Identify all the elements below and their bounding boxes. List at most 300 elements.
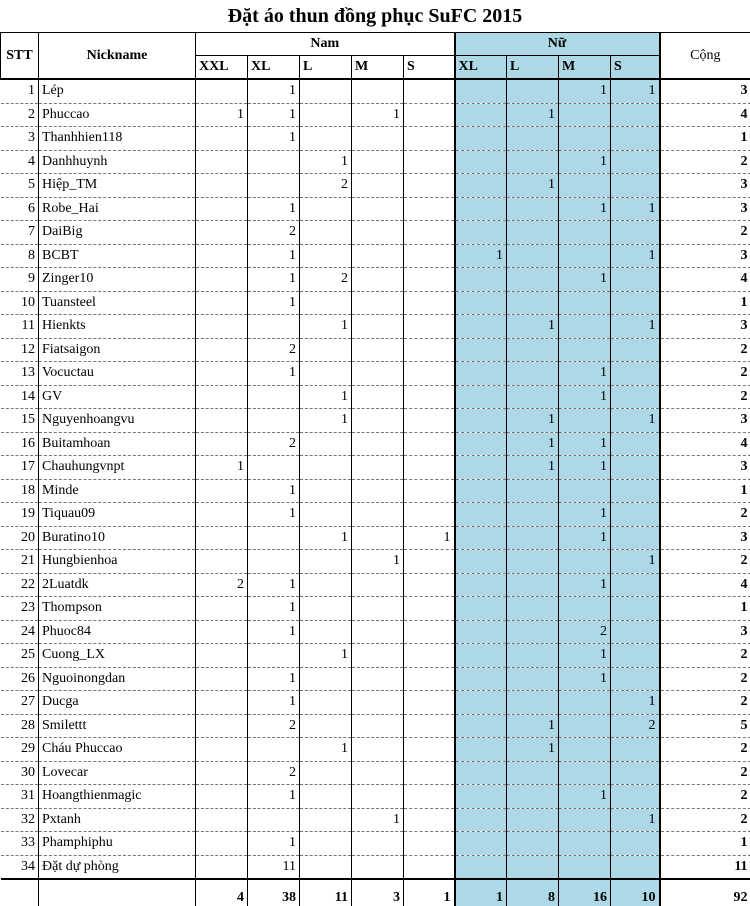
row-nu-cell: 2 [559, 620, 611, 644]
row-total: 2 [660, 550, 750, 574]
row-nu-cell: 1 [507, 432, 559, 456]
table-row [1, 761, 750, 785]
row-stt: 11 [1, 315, 39, 339]
row-nu-cell [455, 197, 507, 221]
row-nu-cell [559, 832, 611, 856]
row-nam-cell [300, 456, 352, 480]
row-nam-cell [196, 667, 248, 691]
row-nam-cell [404, 127, 455, 151]
row-nickname: Phuoc84 [39, 620, 196, 644]
row-total: 3 [660, 79, 750, 103]
row-nickname: Nguoinongdan [39, 667, 196, 691]
header-nu-size: M [559, 56, 611, 80]
row-nam-cell [352, 573, 404, 597]
row-nam-cell [196, 127, 248, 151]
row-stt: 27 [1, 691, 39, 715]
row-nickname: Đặt dự phòng [39, 855, 196, 879]
table-row [1, 362, 750, 386]
row-nam-cell [404, 221, 455, 245]
row-nam-cell [248, 738, 300, 762]
row-nickname: Phamphiphu [39, 832, 196, 856]
row-total: 1 [660, 597, 750, 621]
row-nam-cell [352, 244, 404, 268]
row-nam-cell [404, 362, 455, 386]
row-nu-cell [559, 127, 611, 151]
row-nu-cell [455, 644, 507, 668]
row-nam-cell: 2 [248, 221, 300, 245]
row-nu-cell [507, 808, 559, 832]
row-nu-cell [507, 667, 559, 691]
row-stt: 34 [1, 855, 39, 879]
row-nu-cell [455, 855, 507, 879]
row-total: 2 [660, 785, 750, 809]
row-nam-cell: 1 [248, 244, 300, 268]
row-nu-cell [455, 667, 507, 691]
row-nu-cell [455, 620, 507, 644]
row-nam-cell [196, 479, 248, 503]
row-nu-cell [507, 291, 559, 315]
row-nu-cell: 1 [611, 550, 660, 574]
row-nu-cell: 1 [507, 738, 559, 762]
row-nu-cell: 1 [507, 103, 559, 127]
row-total: 2 [660, 691, 750, 715]
row-nam-cell [196, 691, 248, 715]
row-nam-cell [404, 761, 455, 785]
row-nam-cell [248, 409, 300, 433]
row-total: 3 [660, 620, 750, 644]
header-nam-size: S [404, 56, 455, 80]
row-nickname: Buratino10 [39, 526, 196, 550]
row-nu-cell [611, 268, 660, 292]
row-nu-cell [611, 667, 660, 691]
row-nam-cell [300, 503, 352, 527]
row-nickname: Tuansteel [39, 291, 196, 315]
row-nu-cell [507, 79, 559, 103]
row-nu-cell: 1 [611, 315, 660, 339]
row-nu-cell [559, 338, 611, 362]
row-nu-cell [455, 268, 507, 292]
row-total: 4 [660, 103, 750, 127]
row-nu-cell [611, 644, 660, 668]
row-nam-cell: 2 [196, 573, 248, 597]
row-nam-cell [300, 808, 352, 832]
row-nickname: Zinger10 [39, 268, 196, 292]
row-nam-cell [196, 832, 248, 856]
row-nu-cell: 1 [611, 197, 660, 221]
row-nickname: DaiBig [39, 221, 196, 245]
row-nam-cell [404, 174, 455, 198]
row-total: 1 [660, 291, 750, 315]
row-nam-cell [196, 503, 248, 527]
row-nam-cell: 1 [248, 103, 300, 127]
row-stt: 9 [1, 268, 39, 292]
row-nickname: 2Luatdk [39, 573, 196, 597]
row-nickname: Robe_Hai [39, 197, 196, 221]
row-nu-cell: 1 [559, 362, 611, 386]
total-nam-cell: 11 [300, 879, 352, 906]
row-nu-cell: 1 [611, 244, 660, 268]
row-nam-cell: 1 [248, 667, 300, 691]
header-nu: Nữ [455, 33, 660, 56]
row-nickname: Pxtanh [39, 808, 196, 832]
row-nam-cell [196, 362, 248, 386]
row-nam-cell [404, 315, 455, 339]
row-nam-cell [300, 479, 352, 503]
row-nam-cell: 1 [248, 620, 300, 644]
row-nu-cell [611, 855, 660, 879]
row-nam-cell [196, 644, 248, 668]
row-nam-cell [352, 456, 404, 480]
row-nam-cell [352, 432, 404, 456]
header-nu-size: L [507, 56, 559, 80]
row-nu-cell: 1 [559, 526, 611, 550]
row-nam-cell: 2 [248, 338, 300, 362]
row-nam-cell [352, 79, 404, 103]
row-nu-cell [559, 103, 611, 127]
row-nam-cell [248, 456, 300, 480]
row-nam-cell [404, 79, 455, 103]
row-stt: 3 [1, 127, 39, 151]
row-nu-cell: 1 [507, 409, 559, 433]
row-nu-cell [559, 714, 611, 738]
row-nu-cell [507, 385, 559, 409]
total-nam-cell: 38 [248, 879, 300, 906]
row-nickname: Hiệp_TM [39, 174, 196, 198]
row-nu-cell [559, 855, 611, 879]
header-nam-size: XXL [196, 56, 248, 80]
order-table [0, 32, 750, 906]
row-nam-cell [300, 832, 352, 856]
row-nam-cell [404, 832, 455, 856]
row-nickname: Lép [39, 79, 196, 103]
row-nam-cell [352, 409, 404, 433]
row-nam-cell [404, 197, 455, 221]
row-nam-cell: 1 [352, 103, 404, 127]
row-stt: 18 [1, 479, 39, 503]
row-nam-cell: 1 [196, 103, 248, 127]
row-nam-cell [300, 785, 352, 809]
row-total: 2 [660, 808, 750, 832]
row-nam-cell [404, 573, 455, 597]
row-nu-cell [455, 573, 507, 597]
row-nu-cell [455, 385, 507, 409]
row-nu-cell [455, 714, 507, 738]
row-nam-cell [196, 338, 248, 362]
total-nu-cell: 10 [611, 879, 660, 906]
row-stt: 5 [1, 174, 39, 198]
row-total: 2 [660, 362, 750, 386]
row-nickname: Hungbienhoa [39, 550, 196, 574]
row-nam-cell: 1 [404, 526, 455, 550]
table-row [1, 808, 750, 832]
row-nam-cell [248, 808, 300, 832]
row-nam-cell [196, 79, 248, 103]
table-row [1, 526, 750, 550]
row-nam-cell [352, 691, 404, 715]
row-nam-cell: 2 [300, 268, 352, 292]
row-nam-cell [352, 832, 404, 856]
row-nam-cell: 1 [300, 526, 352, 550]
row-nu-cell [559, 738, 611, 762]
row-total: 3 [660, 197, 750, 221]
table-row [1, 103, 750, 127]
row-nam-cell [196, 785, 248, 809]
row-nam-cell [300, 714, 352, 738]
row-nam-cell [352, 268, 404, 292]
total-nu-cell: 8 [507, 879, 559, 906]
row-stt: 7 [1, 221, 39, 245]
row-nu-cell [507, 127, 559, 151]
row-stt: 23 [1, 597, 39, 621]
row-nam-cell: 2 [248, 432, 300, 456]
row-total: 2 [660, 503, 750, 527]
row-nam-cell: 1 [196, 456, 248, 480]
row-nam-cell [196, 409, 248, 433]
table-row [1, 667, 750, 691]
row-nam-cell [352, 855, 404, 879]
row-nu-cell [455, 738, 507, 762]
row-nickname: Buitamhoan [39, 432, 196, 456]
row-total: 3 [660, 244, 750, 268]
row-nu-cell [507, 526, 559, 550]
table-row [1, 409, 750, 433]
row-nickname: Minde [39, 479, 196, 503]
row-nam-cell: 1 [248, 268, 300, 292]
row-nam-cell [196, 244, 248, 268]
row-nam-cell [300, 432, 352, 456]
table-row [1, 385, 750, 409]
row-nu-cell [455, 221, 507, 245]
row-nu-cell: 1 [559, 667, 611, 691]
row-nu-cell [455, 503, 507, 527]
row-nu-cell: 1 [507, 174, 559, 198]
row-nu-cell: 1 [507, 315, 559, 339]
row-stt: 8 [1, 244, 39, 268]
row-nu-cell [611, 738, 660, 762]
row-total: 5 [660, 714, 750, 738]
row-nam-cell [196, 738, 248, 762]
row-stt: 29 [1, 738, 39, 762]
row-nam-cell [248, 150, 300, 174]
row-stt: 6 [1, 197, 39, 221]
table-row [1, 479, 750, 503]
table-row [1, 550, 750, 574]
row-nam-cell [404, 855, 455, 879]
row-stt: 22 [1, 573, 39, 597]
row-nu-cell [455, 691, 507, 715]
row-nam-cell [404, 456, 455, 480]
row-stt: 28 [1, 714, 39, 738]
row-nu-cell [559, 244, 611, 268]
row-nam-cell [352, 738, 404, 762]
footer-blank [39, 879, 196, 906]
header-nam-size: M [352, 56, 404, 80]
row-nam-cell: 1 [300, 150, 352, 174]
row-nu-cell [611, 221, 660, 245]
row-nam-cell [300, 291, 352, 315]
row-nu-cell: 2 [611, 714, 660, 738]
row-nu-cell [611, 761, 660, 785]
row-nam-cell: 1 [248, 785, 300, 809]
row-nu-cell [455, 832, 507, 856]
row-nam-cell [196, 197, 248, 221]
row-nu-cell [455, 550, 507, 574]
row-nam-cell [404, 268, 455, 292]
row-nam-cell [352, 667, 404, 691]
row-stt: 31 [1, 785, 39, 809]
row-nam-cell: 1 [300, 315, 352, 339]
row-nam-cell: 11 [248, 855, 300, 879]
row-nam-cell [248, 174, 300, 198]
row-nam-cell: 1 [352, 808, 404, 832]
row-nu-cell [611, 832, 660, 856]
row-nam-cell [404, 338, 455, 362]
row-total: 2 [660, 667, 750, 691]
row-nam-cell [300, 338, 352, 362]
table-row [1, 338, 750, 362]
row-nu-cell [559, 291, 611, 315]
row-nam-cell [196, 808, 248, 832]
row-nu-cell [559, 597, 611, 621]
table-row [1, 197, 750, 221]
row-nam-cell: 1 [248, 79, 300, 103]
row-nickname: Nguyenhoangvu [39, 409, 196, 433]
table-row [1, 691, 750, 715]
row-total: 2 [660, 644, 750, 668]
row-stt: 24 [1, 620, 39, 644]
row-nu-cell: 1 [559, 785, 611, 809]
row-nam-cell [300, 597, 352, 621]
row-nam-cell [352, 127, 404, 151]
row-nu-cell [507, 244, 559, 268]
row-total: 2 [660, 338, 750, 362]
row-nam-cell [248, 526, 300, 550]
row-nam-cell [352, 644, 404, 668]
row-nickname: BCBT [39, 244, 196, 268]
row-nam-cell [404, 479, 455, 503]
row-nam-cell [404, 385, 455, 409]
row-nam-cell [196, 150, 248, 174]
grand-total-cell: 92 [660, 879, 750, 906]
row-nam-cell [248, 385, 300, 409]
total-nam-cell: 3 [352, 879, 404, 906]
row-nu-cell [455, 362, 507, 386]
row-stt: 16 [1, 432, 39, 456]
row-stt: 20 [1, 526, 39, 550]
header-nickname: Nickname [39, 33, 196, 80]
footer-blank [1, 879, 39, 906]
row-total: 3 [660, 526, 750, 550]
row-total: 11 [660, 855, 750, 879]
row-nu-cell [507, 855, 559, 879]
table-row [1, 573, 750, 597]
row-nu-cell: 1 [559, 197, 611, 221]
row-nam-cell [404, 291, 455, 315]
header-nu-size: S [611, 56, 660, 80]
row-nu-cell [455, 785, 507, 809]
row-nu-cell [507, 503, 559, 527]
header-nam: Nam [196, 33, 455, 56]
row-stt: 30 [1, 761, 39, 785]
total-nu-cell: 1 [455, 879, 507, 906]
row-nu-cell [611, 503, 660, 527]
row-nam-cell: 2 [248, 714, 300, 738]
row-nam-cell [196, 597, 248, 621]
row-nam-cell [248, 315, 300, 339]
row-nam-cell [352, 503, 404, 527]
row-nu-cell [611, 150, 660, 174]
row-nu-cell [455, 456, 507, 480]
row-nam-cell [404, 714, 455, 738]
row-nu-cell [611, 127, 660, 151]
row-nickname: GV [39, 385, 196, 409]
table-row [1, 714, 750, 738]
row-nam-cell [404, 691, 455, 715]
table-row [1, 738, 750, 762]
row-nam-cell [404, 432, 455, 456]
row-nu-cell: 1 [611, 409, 660, 433]
row-nu-cell [455, 526, 507, 550]
row-nu-cell [455, 409, 507, 433]
row-stt: 15 [1, 409, 39, 433]
row-nu-cell: 1 [559, 456, 611, 480]
row-nam-cell: 1 [248, 291, 300, 315]
row-nam-cell [404, 667, 455, 691]
header-total: Cộng [660, 33, 750, 80]
row-nu-cell [507, 620, 559, 644]
header-nam-size: L [300, 56, 352, 80]
row-nu-cell: 1 [559, 150, 611, 174]
row-nu-cell [611, 785, 660, 809]
row-nu-cell: 1 [611, 808, 660, 832]
row-nam-cell: 2 [248, 761, 300, 785]
row-nu-cell: 1 [611, 79, 660, 103]
row-stt: 17 [1, 456, 39, 480]
row-nickname: Chauhungvnpt [39, 456, 196, 480]
row-nu-cell [611, 291, 660, 315]
row-nu-cell [507, 691, 559, 715]
row-nam-cell [248, 644, 300, 668]
row-nam-cell: 1 [248, 597, 300, 621]
row-nu-cell: 1 [559, 644, 611, 668]
row-nam-cell [352, 526, 404, 550]
row-nam-cell [404, 785, 455, 809]
row-nu-cell [611, 338, 660, 362]
row-nam-cell: 1 [248, 127, 300, 151]
table-row [1, 644, 750, 668]
row-nam-cell [352, 315, 404, 339]
row-nam-cell [352, 174, 404, 198]
row-nu-cell: 1 [559, 503, 611, 527]
row-stt: 12 [1, 338, 39, 362]
row-nu-cell [455, 479, 507, 503]
row-nam-cell: 1 [300, 409, 352, 433]
row-nu-cell [507, 550, 559, 574]
row-nickname: Cháu Phuccao [39, 738, 196, 762]
row-nam-cell [404, 409, 455, 433]
row-total: 1 [660, 832, 750, 856]
table-row [1, 244, 750, 268]
row-total: 1 [660, 479, 750, 503]
row-nu-cell [507, 479, 559, 503]
row-nam-cell [196, 268, 248, 292]
row-nam-cell [404, 150, 455, 174]
row-nam-cell [300, 620, 352, 644]
row-nam-cell [300, 550, 352, 574]
row-nam-cell [404, 620, 455, 644]
row-nam-cell [404, 808, 455, 832]
total-nu-cell: 16 [559, 879, 611, 906]
